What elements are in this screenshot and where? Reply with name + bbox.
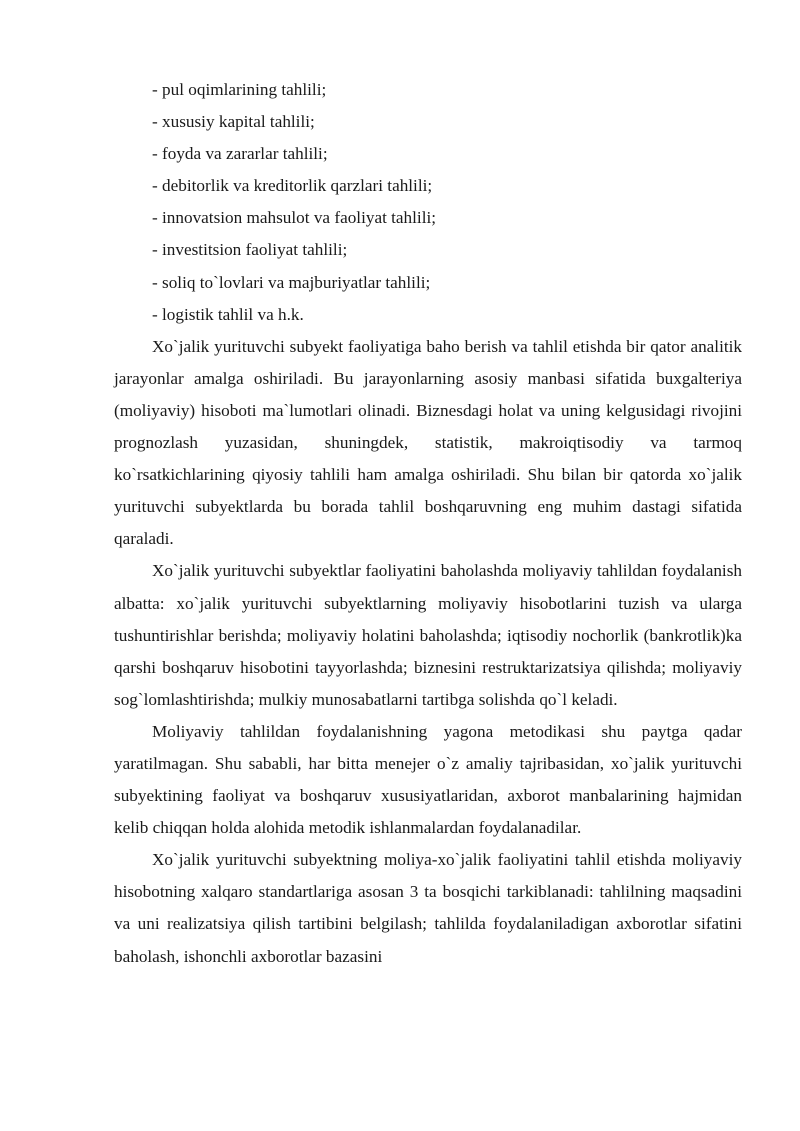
- document-page: [114, 74, 742, 973]
- paragraph: Xo`jalik yurituvchi subyekt faoliyatiga baho berish va tahlil etishda bir qator analitik jarayonlar amalga oshiriladi. Bu jarayonlarning asosiy manbasi sifatida buxgalteriya (moliyaviy) hisoboti ma`lumotlari olinadi. Biznesdagi holat va uning kelgusidagi rivojini prognozlash yuzasidan, shuningdek, statistik, makroiqtisodiy va tarmoq ko`rsatkichlarining qiyosiy tahlili ham amalga oshiriladi. Shu bilan bir qatorda xo`jalik yurituvchi subyektlarda bu borada tahlil boshqaruvning eng muhim dastagi sifatida qaraladi.: [114, 336, 742, 549]
- list-item: - xususiy kapital tahlili;: [152, 112, 315, 132]
- paragraph: Xo`jalik yurituvchi subyektning moliya-xo`jalik faoliyatini tahlil etishda moliyaviy hisobotning xalqaro standartlariga asosan 3 ta bosqichi tarkiblanadi: tahlilning maqsadini va uni realizatsiya qilish tartibini belgilash; tahlilda foydalaniladigan axborotlar sifatini baholash, ishonchli axborotlar bazasini: [114, 850, 742, 966]
- paragraph: Moliyaviy tahlildan foydalanishning yagona metodikasi shu paytga qadar yaratilmagan. Shu sababli, har bitta menejer o`z amaliy tajribasidan, xo`jalik yurituvchi subyektining faoliyat va boshqaruv xususiyatlaridan, axborot manbalarining hajmidan kelib chiqqan holda alohida metodik ishlanmalardan foydalanadilar.: [114, 721, 742, 838]
- list-item: - debitorlik va kreditorlik qarzlari tahlili;: [152, 176, 433, 196]
- analysis-types-list: [114, 74, 742, 331]
- list-item: - investitsion faoliyat tahlili;: [152, 240, 348, 260]
- paragraph: Xo`jalik yurituvchi subyektlar faoliyatini baholashda moliyaviy tahlildan foydalanish albatta: xo`jalik yurituvchi subyektlarning moliyaviy hisobotlarini tuzish va ularga tushuntirishlar berishda; moliyaviy holatini baholashda; iqtisodiy nochorlik (bankrotlik)ka qarshi boshqaruv hisobotini tayyorlashda; biznesini restruktarizatsiya qilishda; moliyaviy sog`lomlashtirishda; mulkiy munosabatlarni tartibga solishda qo`l keladi.: [114, 561, 742, 709]
- list-item: - innovatsion mahsulot va faoliyat tahlili;: [152, 208, 437, 228]
- list-item: - logistik tahlil va h.k.: [152, 304, 304, 324]
- list-item: - soliq to`lovlari va majburiyatlar tahlili;: [152, 272, 431, 292]
- list-item: - pul oqimlarining tahlili;: [152, 80, 327, 99]
- list-item: - foyda va zararlar tahlili;: [152, 144, 328, 164]
